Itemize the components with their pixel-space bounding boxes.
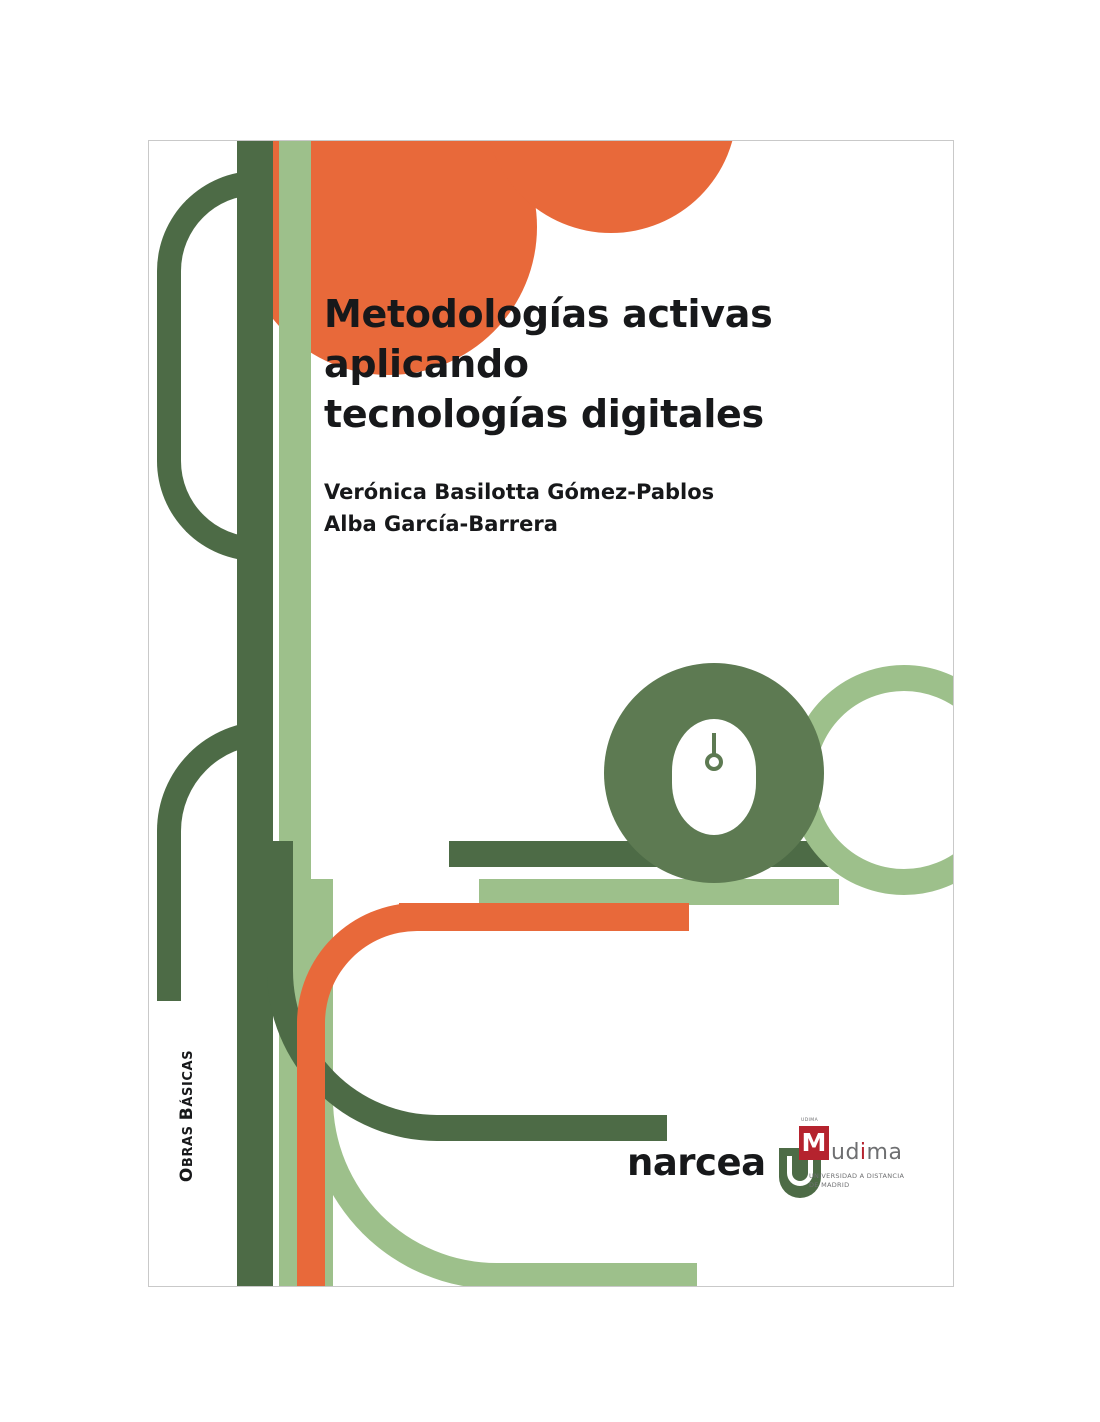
author-1: Verónica Basilotta Gómez-Pablos	[324, 480, 715, 505]
authors-block	[324, 477, 844, 540]
mouse-wheel-dot-icon	[705, 753, 723, 771]
page-title	[324, 289, 844, 439]
orange-vertical-pipe	[297, 1021, 325, 1286]
udima-word-ud: ud	[831, 1140, 860, 1165]
title-line-2: aplicando	[324, 342, 529, 387]
narcea-logo: narcea	[627, 1141, 766, 1184]
series-label-asicas: ÁSICAS	[181, 1049, 196, 1107]
title-line-1: Metodologías activas	[324, 292, 773, 336]
udima-tiny-top-text: UDIMA	[801, 1118, 819, 1123]
udima-logo	[779, 1118, 911, 1202]
title-line-3: tecnologías digitales	[324, 392, 764, 437]
dark-green-elbow-top-tail	[157, 281, 181, 461]
series-label-o: O	[177, 1167, 197, 1183]
udima-wordmark	[831, 1140, 902, 1165]
title-block	[324, 289, 844, 540]
book-cover	[148, 140, 954, 1287]
series-label-bras: BRAS	[181, 1120, 196, 1168]
dark-green-vertical-stem	[237, 141, 273, 1286]
udima-subtitle	[809, 1172, 914, 1191]
udima-subtitle-line-1: UNIVERSIDAD A DISTANCIA	[809, 1172, 905, 1180]
udima-word-i: i	[859, 1140, 867, 1165]
udima-m-letter: M	[799, 1126, 829, 1160]
author-2: Alba García-Barrera	[324, 511, 558, 536]
orange-horizontal-pipe	[399, 903, 689, 931]
series-label-b: B	[177, 1106, 197, 1121]
series-label	[177, 1016, 197, 1216]
udima-subtitle-line-2: DE MADRID	[809, 1181, 850, 1190]
udima-word-ma: ma	[866, 1140, 903, 1165]
dark-green-elbow-low-tail	[157, 841, 181, 1001]
